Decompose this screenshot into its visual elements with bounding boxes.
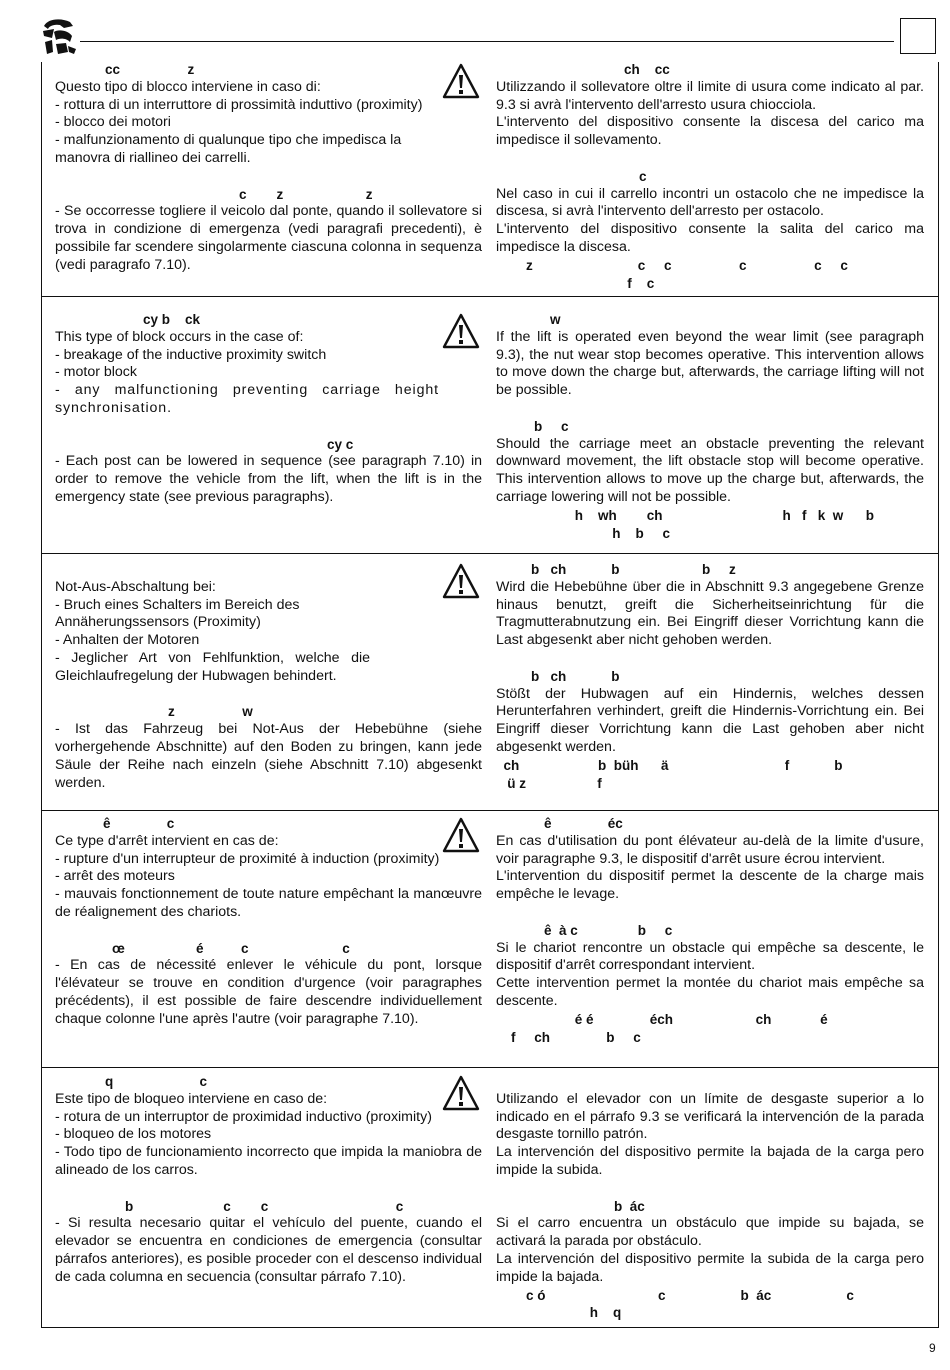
section-heading: ê éc: [544, 816, 623, 831]
heading-fragment: h q: [496, 1305, 622, 1321]
warning-icon: [442, 313, 480, 349]
emergency-block-column: [55, 815, 482, 1029]
subheading: b ch b: [531, 668, 620, 684]
subheading: c: [639, 168, 647, 184]
body-text: - Se occorresse togliere il veicolo dal ponte, quando il sollevatore si trova in condizione di emergenza (vedi paragrafi precedenti), è possibile far scendere singolarmente ciascuna colonna in sequenza (vedi paragrafo 7.10).: [55, 203, 482, 273]
body-text: Si el carro encuentra un obstáculo que impide su bajada, se activará la parada por obstáculo.: [496, 1215, 924, 1250]
heading-fragment: h wh ch h f k w b: [496, 507, 875, 523]
intro-text: Questo tipo di blocco interviene in caso di:: [55, 78, 321, 95]
heading-fragment: z c c c c c: [496, 257, 848, 273]
emergency-block-column: [55, 561, 482, 792]
section-heading: w: [550, 312, 561, 327]
heading-fragment: ch b büh ä f b: [496, 757, 843, 773]
body-text: L'intervention du dispositif permet la descente de la charge mais empêche le levage.: [496, 868, 924, 903]
heading-fragment: é é éch ch é: [496, 1011, 828, 1027]
warning-icon: [442, 563, 480, 599]
list-item: - blocco dei motori: [55, 114, 171, 131]
heading-fragment: f c: [496, 275, 655, 291]
emergency-block-column: [55, 61, 482, 275]
header-rule: [80, 41, 894, 42]
section-heading: q c: [105, 1074, 208, 1089]
stops-column: [496, 815, 924, 1046]
heading-fragment: ü z f: [496, 775, 602, 791]
subheading: c z z: [239, 186, 373, 202]
intro-text: Este tipo de bloqueo interviene en caso de:: [55, 1090, 328, 1107]
body-text: Si le chariot rencontre un obstacle qui empêche sa descente, le dispositif d'arrêt correspondant intervient.: [496, 939, 924, 974]
emergency-block-column: [55, 1073, 482, 1287]
subheading: b c: [534, 418, 569, 434]
body-text: - Ist das Fahrzeug bei Not-Aus der Hebebühne (siehe vorhergehende Abschnitte) auf den Boden zu bringen, kann jede Säule der Reihe nach einzeln (siehe Abschnitt 7.10) abgesenkt werden.: [55, 721, 482, 791]
list-item: - any malfunctioning preventing carriage height synchronisation.: [55, 382, 439, 416]
section-heading: ê c: [103, 816, 175, 831]
heading-fragment: f ch b c: [496, 1029, 641, 1045]
list-item: - Bruch eines Schalters im Bereich des Annäherungssensors (Proximity): [55, 596, 300, 631]
warning-icon: [442, 817, 480, 853]
subheading: cy c: [327, 436, 354, 452]
subheading: z w: [168, 704, 253, 720]
section-heading: cc z: [105, 62, 195, 77]
body-text: En cas d'utilisation du pont élévateur au-delà de la limite d'usure, voir paragraphe 9.3, le dispositif d'arrêt usure écrou intervient.: [496, 832, 924, 867]
body-text: - Si resulta necesario quitar el vehículo del puente, cuando el elevador se encuentra en condiciones de emergencia (consultar párrafos anteriores), es posible proceder con el descenso individual de cada columna en secuencia (consultar párrafo 7.10).: [55, 1215, 482, 1285]
body-text: La intervención del dispositivo permite la subida de la carga pero impide la bajada.: [496, 1250, 924, 1285]
list-item: - Jeglicher Art von Fehlfunktion, welche die Gleichlaufregelung der Hubwagen behindert.: [55, 649, 370, 684]
list-item: - rotura de un interruptor de proximidad inductivo (proximity): [55, 1108, 432, 1125]
brand-logo-icon: [40, 16, 80, 58]
warning-icon: [442, 63, 480, 99]
section-divider: [42, 296, 938, 297]
warning-icon: [442, 1075, 480, 1111]
body-text: Utilizzando il sollevatore oltre il limite di usura come indicato al par. 9.3 si avrà l'intervento dell'arresto usura chiocciola.: [496, 78, 924, 113]
stops-column: [496, 311, 924, 542]
body-text: L'intervento del dispositivo consente la discesa del carico ma impedisce il sollevamento.: [496, 114, 924, 149]
section-heading: b ch b b z: [531, 562, 736, 577]
section-divider: [42, 810, 938, 811]
stops-column: [496, 1073, 924, 1322]
intro-text: Ce type d'arrêt intervient en cas de:: [55, 832, 279, 849]
page-number: 9: [929, 1341, 936, 1355]
section-divider: [42, 1067, 938, 1068]
list-item: - rottura di un interruttore di prossimità induttivo (proximity): [55, 96, 423, 113]
list-item: - mauvais fonctionnement de toute nature empêchant la manœuvre de réalignement des chariots.: [55, 886, 482, 920]
subheading: œ é c c: [112, 940, 350, 956]
stops-column: [496, 61, 924, 292]
list-item: - bloqueo de los motores: [55, 1126, 212, 1143]
section-divider: [42, 553, 938, 554]
heading-fragment: c ó c b ác c: [496, 1287, 854, 1303]
body-text: Cette intervention permet la montée du chariot mais empêche sa descente.: [496, 975, 924, 1009]
list-item: - breakage of the inductive proximity switch: [55, 346, 327, 363]
list-item: - arrêt des moteurs: [55, 868, 175, 885]
subheading: b ác: [614, 1198, 645, 1214]
body-text: If the lift is operated even beyond the wear limit (see paragraph 9.3), the nut wear stop becomes operative. This intervention allows to move down the charge but, afterwards, the carriage lifting will not be possible.: [496, 328, 924, 399]
body-text: L'intervento del dispositivo consente la salita del carico ma impedisce la discesa.: [496, 221, 924, 255]
body-text: Should the carriage meet an obstacle preventing the relevant downward movement, the lift obstacle stop will become operative. This intervention allows to move up the charge but, afterwards, the carriage lowering will not be possible.: [496, 435, 924, 505]
body-text: Wird die Hebebühne über die in Abschnitt 9.3 angegebene Grenze hinaus benutzt, greift die Sicherheitseinrichtung für die Tragmutterabnutzung ein. Bei Eingriff dieser Vorrichtung kann die Last abgesenkt aber nicht gehoben werden.: [496, 578, 924, 649]
body-text: Utilizando el elevador con un límite de desgaste superior a lo indicado en el párrafo 9.3 se verificará la intervención de la parada desgaste tornillo patrón.: [496, 1090, 924, 1143]
heading-fragment: h b c: [496, 525, 671, 541]
body-text: - Each post can be lowered in sequence (see paragraph 7.10) in order to remove the vehicle from the lift, when the lift is in the emergency state (see previous paragraphs).: [55, 453, 482, 505]
body-text: La intervención del dispositivo permite la bajada de la carga pero impide la subida.: [496, 1144, 924, 1178]
section-heading: cy b ck: [143, 312, 201, 327]
subheading: b c c c: [125, 1198, 404, 1214]
intro-text: Not-Aus-Abschaltung bei:: [55, 578, 216, 595]
list-item: - Anhalten der Motoren: [55, 632, 200, 649]
section-heading: ch cc: [624, 62, 670, 77]
body-text: Stößt der Hubwagen auf ein Hindernis, welches dessen Herunterfahren verhindert, greift die Hindernis-Vorrichtung ein. Bei Eingriff dieser Vorrichtung kann die Last gehoben aber nicht abgesenkt werden.: [496, 685, 924, 755]
list-item: - motor block: [55, 364, 137, 381]
emergency-block-column: [55, 311, 482, 507]
list-item: - Todo tipo de funcionamiento incorrecto que impida la maniobra de alineado de los carros.: [55, 1144, 482, 1178]
list-item: - rupture d'un interrupteur de proximité à induction (proximity): [55, 850, 440, 867]
intro-text: This type of block occurs in the case of:: [55, 328, 304, 345]
page-corner-box: [900, 18, 936, 54]
subheading: ê à c b c: [544, 922, 673, 938]
stops-column: [496, 561, 924, 792]
body-text: - En cas de nécessité enlever le véhicule du pont, lorsque l'élévateur se trouve en condition d'urgence (voir paragraphes précédents), il est possible de faire descendre individuellement chaque colonne l'une après l'autre (voir paragraphe 7.10).: [55, 957, 482, 1027]
list-item: - malfunzionamento di qualunque tipo che impedisca la manovra di riallineo dei carrelli.: [55, 132, 402, 166]
body-text: Nel caso in cui il carrello incontri un ostacolo che ne impedisce la discesa, si avrà l'intervento dell'arresto per ostacolo.: [496, 185, 924, 220]
